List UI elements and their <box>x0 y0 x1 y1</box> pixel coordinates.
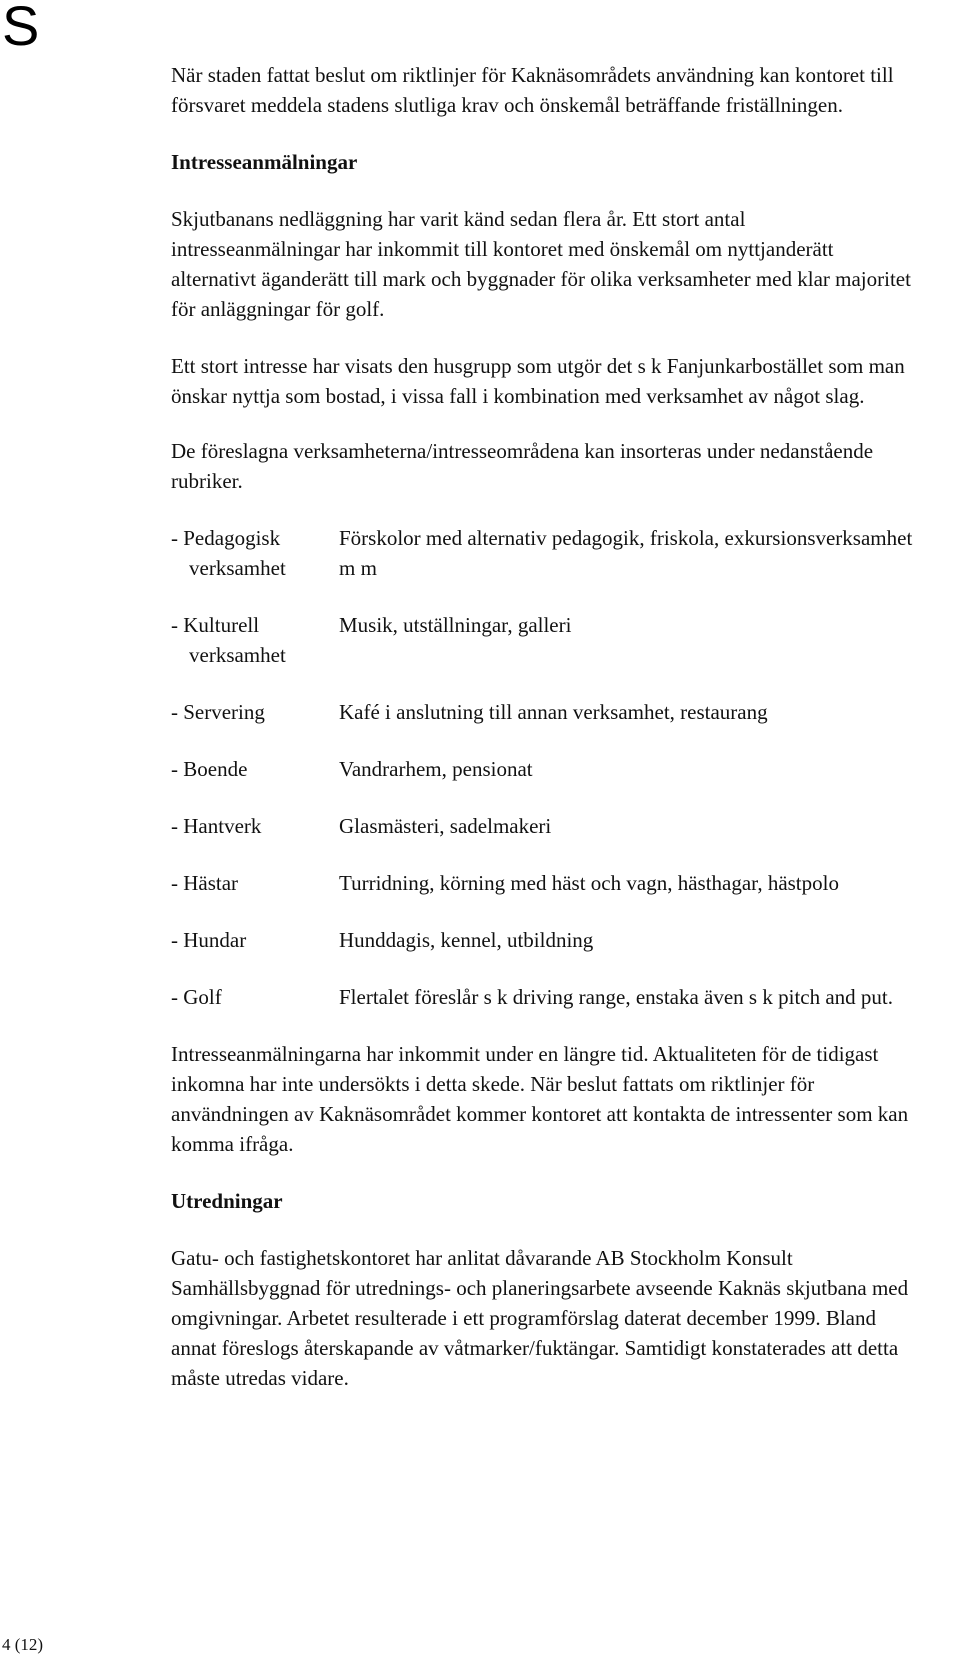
list-item <box>171 868 921 898</box>
list-item <box>171 523 921 583</box>
list-item <box>171 697 921 727</box>
list-description: Kafé i anslutning till annan verksamhet, restaurang <box>339 700 768 724</box>
activity-list <box>171 523 921 1012</box>
list-description: Musik, utställningar, galleri <box>339 613 572 637</box>
list-description: Turridning, körning med häst och vagn, hästhagar, hästpolo <box>339 871 839 895</box>
paragraph-1: Skjutbanans nedläggning har varit känd sedan flera år. Ett stort antal intresseanmälningar har inkommit till kontoret med önskemål om nyttjanderätt alternativt äganderätt till mark och byggnader för olika verksamheter med klar majoritet för anläggningar för golf. <box>171 207 911 321</box>
paragraph-3: De föreslagna verksamheterna/intresseområdena kan insorteras under nedanstående rubriker. <box>171 439 874 493</box>
list-description: Hunddagis, kennel, utbildning <box>339 928 594 952</box>
list-description: Förskolor med alternativ pedagogik, friskola, exkursionsverksamhet m m <box>339 526 913 580</box>
document-body <box>171 0 921 1393</box>
intro-paragraph: När staden fattat beslut om riktlinjer för Kaknäsområdets användning kan kontoret till försvaret meddela stadens slutliga krav och önskemål beträffande friställningen. <box>171 63 894 117</box>
list-term: - Golf <box>171 985 222 1009</box>
list-term: - Hästar <box>171 871 239 895</box>
list-term: - Kulturell verksamhet <box>171 613 286 667</box>
heading-utredningar: Utredningar <box>171 1189 283 1213</box>
list-term: - Hantverk <box>171 814 262 838</box>
heading-intresseanmalningar: Intresseanmälningar <box>171 150 358 174</box>
list-description: Vandrarhem, pensionat <box>339 757 533 781</box>
list-item <box>171 982 921 1012</box>
list-description: Flertalet föreslår s k driving range, enstaka även s k pitch and put. <box>339 985 893 1009</box>
paragraph-5: Gatu- och fastighetskontoret har anlitat dåvarande AB Stockholm Konsult Samhällsbyggnad för utrednings- och planeringsarbete avseende Kaknäs skjutbana med omgivningar. Arbetet resulterade i ett programförslag daterat december 1999. Bland annat föreslogs återskapande av våtmarker/fuktängar. Samtidigt konstaterades att detta måste utredas vidare. <box>171 1246 909 1390</box>
list-term: - Boende <box>171 757 248 781</box>
list-item <box>171 811 921 841</box>
page-number: 4 (12) <box>2 1635 44 1654</box>
paragraph-2: Ett stort intresse har visats den husgrupp som utgör det s k Fanjunkarbostället som man önskar nyttja som bostad, i vissa fall i kombination med verksamhet av något slag. <box>171 354 905 408</box>
section-letter: S <box>2 0 40 57</box>
list-item <box>171 925 921 955</box>
list-description: Glasmästeri, sadelmakeri <box>339 814 552 838</box>
list-term: - Servering <box>171 700 265 724</box>
list-item <box>171 610 921 670</box>
paragraph-4: Intresseanmälningarna har inkommit under en längre tid. Aktualiteten för de tidigast inkomna har inte undersökts i detta skede. När beslut fattats om riktlinjer för användningen av Kaknäsområdet kommer kontoret att kontakta de intressenter som kan komma ifråga. <box>171 1042 909 1156</box>
list-item <box>171 754 921 784</box>
list-term: - Pedagogisk verksamhet <box>171 526 286 580</box>
list-term: - Hundar <box>171 928 247 952</box>
